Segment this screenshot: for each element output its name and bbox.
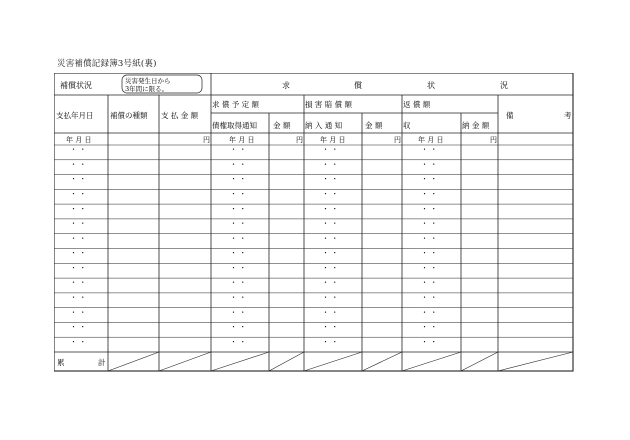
date-dot-marker: ・ ・ [322, 234, 339, 243]
claim-char-4: 況 [500, 81, 508, 90]
date-dot-marker: ・ ・ [230, 249, 247, 258]
unit-pay-amount-yen: 円 [203, 136, 210, 144]
date-dot-marker: ・ ・ [421, 308, 438, 317]
date-dot-marker: ・ ・ [230, 293, 247, 302]
col-claim-plan-amount: 金 額 [273, 121, 291, 130]
col-refund-line1: 返 償 額 [403, 100, 431, 109]
date-dot-marker: ・ ・ [70, 219, 87, 228]
date-dot-marker: ・ ・ [230, 263, 247, 272]
total-cell-diagonal [304, 352, 362, 371]
date-dot-marker: ・ ・ [70, 337, 87, 346]
unit-refund-date: 年 月 日 [418, 136, 444, 144]
col-damage-line2: 納 入 通 知 [305, 121, 343, 130]
date-dot-marker: ・ ・ [322, 190, 339, 198]
date-dot-marker: ・ ・ [230, 160, 247, 169]
date-dot-marker: ・ ・ [70, 175, 87, 184]
date-dot-marker: ・ ・ [421, 160, 438, 169]
date-dot-marker: ・ ・ [322, 293, 339, 302]
date-dot-marker: ・ ・ [70, 308, 87, 317]
col-remarks-1: 備 [506, 111, 514, 120]
total-cell-diagonal [402, 352, 461, 371]
date-dot-marker: ・ ・ [322, 323, 339, 332]
date-dot-marker: ・ ・ [421, 337, 438, 346]
date-dot-marker: ・ ・ [70, 249, 87, 258]
date-dot-marker: ・ ・ [70, 160, 87, 169]
date-dot-marker: ・ ・ [421, 145, 438, 154]
date-dot-marker: ・ ・ [421, 263, 438, 272]
total-cell-diagonal [461, 352, 498, 371]
date-dot-marker: ・ ・ [70, 278, 87, 287]
date-dot-marker: ・ ・ [421, 175, 438, 184]
col-refund-line2: 収 [403, 121, 411, 130]
date-dot-marker: ・ ・ [70, 145, 87, 154]
date-dot-marker: ・ ・ [230, 337, 247, 346]
col-comp-type: 補償の種類 [110, 111, 148, 120]
date-dot-marker: ・ ・ [70, 204, 87, 213]
date-dot-marker: ・ ・ [421, 293, 438, 302]
total-cell-diagonal [362, 352, 402, 371]
unit-damage-date: 年 月 日 [320, 136, 346, 144]
date-dot-marker: ・ ・ [421, 219, 438, 228]
total-label-left: 累 [57, 358, 65, 367]
col-claim-plan-line2: 債権取得通知 [212, 121, 257, 130]
date-dot-marker: ・ ・ [421, 190, 438, 198]
date-dot-marker: ・ ・ [421, 278, 438, 287]
date-dot-marker: ・ ・ [421, 323, 438, 332]
date-dot-marker: ・ ・ [421, 204, 438, 213]
total-cell-diagonal [108, 352, 159, 371]
period-note-line2: 3年間に限る。 [125, 85, 169, 93]
col-damage-amount: 金 額 [365, 121, 383, 130]
date-dot-marker: ・ ・ [322, 219, 339, 228]
col-claim-plan-line1: 求 償 予 定 額 [212, 100, 260, 109]
total-cell-diagonal [498, 352, 573, 371]
date-dot-marker: ・ ・ [322, 175, 339, 184]
date-dot-marker: ・ ・ [230, 278, 247, 287]
unit-damage-yen: 円 [394, 136, 401, 144]
date-dot-marker: ・ ・ [421, 249, 438, 258]
date-dot-marker: ・ ・ [322, 160, 339, 169]
date-dot-marker: ・ ・ [322, 145, 339, 154]
claim-char-2: 償 [354, 81, 362, 90]
date-dot-marker: ・ ・ [322, 308, 339, 317]
date-dot-marker: ・ ・ [230, 145, 247, 154]
date-dot-marker: ・ ・ [70, 263, 87, 272]
date-dot-marker: ・ ・ [230, 219, 247, 228]
date-dot-marker: ・ ・ [230, 190, 247, 198]
date-dot-marker: ・ ・ [70, 190, 87, 198]
col-remarks-2: 考 [564, 111, 572, 120]
col-pay-date: 支払年月日 [56, 111, 94, 120]
total-cell-diagonal [211, 352, 269, 371]
unit-claim-date: 年 月 日 [229, 136, 255, 144]
form-title: 災害補償記録簿3号紙(裏) [57, 59, 157, 69]
total-label-right: 計 [98, 358, 106, 367]
col-damage-line1: 損 害 賠 償 額 [305, 100, 353, 109]
date-dot-marker: ・ ・ [230, 308, 247, 317]
date-dot-marker: ・ ・ [230, 323, 247, 332]
date-dot-marker: ・ ・ [322, 249, 339, 258]
col-refund-amount: 納 金 額 [462, 121, 490, 130]
date-dot-marker: ・ ・ [70, 293, 87, 302]
date-dot-marker: ・ ・ [70, 234, 87, 243]
compensation-record-table [54, 73, 574, 377]
date-dot-marker: ・ ・ [322, 278, 339, 287]
total-cell-diagonal [269, 352, 304, 371]
record-grid [54, 73, 574, 373]
date-dot-marker: ・ ・ [230, 234, 247, 243]
date-dot-marker: ・ ・ [322, 337, 339, 346]
status-label: 補償状況 [60, 81, 92, 90]
unit-claim-yen: 円 [296, 136, 303, 144]
date-dot-marker: ・ ・ [230, 204, 247, 213]
date-dot-marker: ・ ・ [421, 234, 438, 243]
date-dot-marker: ・ ・ [322, 263, 339, 272]
claim-char-1: 求 [282, 81, 290, 90]
unit-pay-date: 年 月 日 [66, 136, 92, 144]
col-pay-amount: 支 払 金 額 [161, 111, 199, 120]
total-cell-diagonal [159, 352, 211, 371]
period-note-line1: 災害発生日から [125, 77, 171, 85]
claim-char-3: 状 [427, 81, 435, 90]
date-dot-marker: ・ ・ [322, 204, 339, 213]
date-dot-marker: ・ ・ [230, 175, 247, 184]
unit-refund-yen: 円 [490, 136, 497, 144]
date-dot-marker: ・ ・ [70, 323, 87, 332]
